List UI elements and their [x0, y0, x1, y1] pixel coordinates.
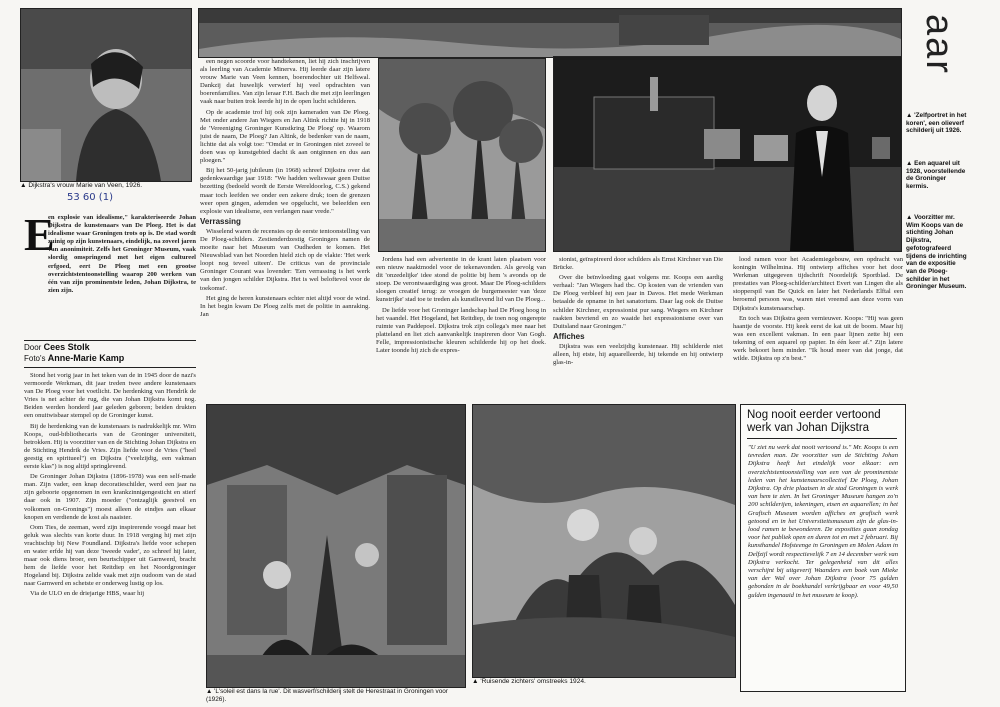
subheading-affiches: Affiches: [553, 331, 585, 341]
paragraph: Bij het 50-jarig jubileum (in 1968) schreef Dijkstra over dat gedenkwaardige jaar 1918: "We hadden weliswaar geen Duitse bezetting (bedoeld wordt de Eerste Wereldoorlog, C.S.) gekend maar toch leefden we onder een zekere druk; toen de grenzen weer open gingen, ademden we opgelucht, we beleefden een explosie van idealisme, een verlangen naar vrede.": [200, 167, 370, 215]
paragraph: Op de academie trof hij ook zijn kameraden van De Ploeg. Met onder andere Jan Wiegers en Jan Altink richtte hij in 1918 de 'Vereeniging Groninger Kunstkring De Ploeg' op. Waarom juist de naam, De Ploeg? Jan Altink, de bedenker van de naam, lichtte dat als volgt toe: "Omdat er in Groningen niet zoveel te doen was op kunstgebied dacht ik aan ontginnen en dus aan ploegen.": [200, 108, 370, 165]
author-name: Cees Stolk: [43, 342, 90, 352]
paragraph: De liefde voor het Groninger landschap had De Ploeg hoog in het vaandel. Het Hogeland, het Reitdiep, de toen nog ongerepte ruimte van Paddepoel. Dijkstra trok zijn collega's mee naar het platteland en liet zich aanvankelijk inspireren door Van Gogh. Felle, impressionistische kleuren schilderde hij op het doek. Later toonde hij zich de expres-: [376, 306, 546, 355]
handwritten-note: 53 60 (1): [67, 192, 113, 203]
photo-herestraat-painting: [206, 404, 466, 688]
box-title: Nog nooit eerder vertoond werk van Johan Dijkstra: [747, 409, 881, 434]
photographer-name: Anne-Marie Kamp: [47, 353, 125, 363]
paragraph: Wisselend waren de recensies op de eerste tentoonstelling van De Ploeg-schilders. Zestienderdzestig Groningers namen de moeite naar het Museum van Oudheden te komen. Het Nieuwsblad van het Noorden hield zich op de vlakte: 'Het werk loopt nog teveel uiteen'. De criticus van de provinciale Groninger Courant was lovender: 'Een verrassing is het werk van den jongen schilder Dijkstra. Het is wel beloftevol voor de toekomst'.: [200, 227, 370, 292]
paragraph: Via de ULO en de driejarige HBS, waar hij: [30, 590, 145, 598]
paragraph: Het ging de heren kunstenaars echter niet altijd voor de wind. In het begin kwam De Ploeg zelfs met de politie in aanraking. Jan: [200, 294, 370, 318]
paragraph: Over die beïnvloeding gaat volgens mr. Koops een aardig verhaal: "Jan Wiegers had tbc. Op kosten van de vrienden van De Ploeg verbleef hij een jaar in Davos. Het mede Werkman betaalde de opname in het sanatorium. Daar lag ook de Duitse schilder Kirchner, expressionist pur sang. Wiegers en Kirchner raakten bevriend en zo waaide het expressionisme over van Duitsland naar Groningen.": [553, 274, 723, 330]
intro-text: en explosie van idealisme," karakteriseerde Johan Dijkstra de kunstenaars van De Ploeg. Het is dat idealisme waar Groningen trots op is. De stad wordt zuinig op zijn kunstenaars, eindelijk, na zoveel jaren van anonimiteit. Zelfs het Groninger Museum, vaak slordig omspringend met het eigen cultureel erfgoed, eert De Ploeg met een grootse overzichtstentoonstelling waarop 200 werken van één van zijn prominentste leden, Johan Dijkstra, te zien zijn.: [48, 214, 196, 294]
box-title-rule: [747, 438, 897, 439]
side-caption-3: ▲ Voorzitter mr. Wim Koops van de stichting Johan Dijkstra, gefotografeerd tijdens de inrichting van de expositie van de Ploeg-schilder in het Groninger Museum.: [906, 214, 967, 291]
paragraph: een negen scoorde voor handtekenen, liet hij zich inschrijven als leerling van Academie Minerva. Hij leerde daar zijn latere vrouw Marie van Veen kennen, boerendochter uit Helfswal. Dankzij dat huwelijk verwierf hij veel opdrachten van boerenfamilies. Van zijn leraar F.H. Bach die met zijn leerlingen vaak naar buiten trok leerde hij in de open lucht schilderen.: [200, 58, 370, 106]
paragraph: Oom Ties, de zeeman, werd zijn inspirerende voogd maar het geluk was slechts van korte duur. In 1918 verging hij met zijn vrachtschip bij New Foundland. Dijkstra's liefde voor schepen en water erfde hij van deze 'tweede vader', zo schreef hij later, maar ook diens broer, een beurtschipper uit Garnwerd, bracht hem de liefde voor het Reitdiep en het Noordgroninger Hogeland bij. Dijkstra zelide vaak met zijn oudoom van de stad naar Garnwerd en schetste er onderweg lustig op los.: [24, 523, 196, 588]
photo-painting-trees: [378, 58, 546, 252]
side-caption-2: ▲ Een aquarel uit 1928, voorstellende de Groninger kermis.: [906, 160, 966, 191]
headline-fragment: aar: [918, 14, 960, 75]
caption-bottom-middle: ▲ 'Ruisende zichters' omstreeks 1924.: [472, 678, 586, 685]
article-column-4: [553, 256, 723, 402]
photo-exhibition-koops: [553, 56, 902, 252]
paragraph: De Groninger Johan Dijkstra (1896-1978) was een self-made man. Zijn vader, een knap decoratieschilder, werd een jaar na zijn geboorte opgenomen in een krankzinnigengesticht en stierf daar ook in 1907. Zijn moeder ("ontzaglijk geestvol en volkomen on-Gronings") moest alleen de eindjes aan elkaar knopen en verdiende de kost als naaister.: [24, 473, 196, 521]
drop-cap: E: [24, 209, 55, 260]
caption-bottom-left: ▲ 'L'soleil est dans la rue'. Dit wasverf/schilderij stelt de Herestraat in Groningen voor (1926).: [206, 688, 448, 703]
byline-rule-bottom: [24, 367, 196, 368]
article-intro: [24, 209, 196, 297]
subheading-verrassing: Verrassing: [200, 216, 241, 226]
paragraph: Stond het vorig jaar in het teken van de in 1945 door de nazi's vermoorde Werkman, dit jaar treden twee andere kunstenaars van De Ploeg voor het voetlicht. De herdenking van Hendrik de Vries is net achter de rug, die van Johan Dijkstra komt nog. Beiden werden honderd jaar geleden geboren; beiden drukten een onuitwisbaar stempel op de Groninger kunst.: [24, 372, 196, 420]
byline: [24, 342, 196, 364]
byline-rule: [24, 340, 196, 341]
paragraph: sionist, geïnspireerd door schilders als Ernst Kirchner van Die Brücke.: [553, 256, 723, 272]
paragraph: Dijkstra was een veelzijdig kunstenaar. Hij schilderde niet alleen, hij etste, hij aquarelleerde, hij tekende en hij ontwierp glas-in-: [553, 342, 723, 367]
article-column-3: [376, 256, 546, 402]
paragraph: En toch was Dijkstra geen vernieuwer. Koops: "Hij was geen haantje de voorste. Hij keek eerst de kat uit de boom. Maar hij was een excellent vakman. In een paar lijnen zette hij een tekening of een aquarel op papier. In één keer af." Zijn latere werk bekoort hem minder. "Ik houd meer van dat jonge, dat wilde. Dijkstra op z'n best.": [733, 314, 903, 363]
photo-marie-van-veen: [20, 8, 192, 182]
paragraph: lood ramen voor het Academiegebouw, een opdracht van koningin Wilhelmina. Hij ontwierp affiches voor het door Werkman uitgegeven tijdschrift Noordelijk Sportblad. De prestaties van Ploeg-schilder/architect Evert van Lingen die als stopperspil van Be Quick en later het Nederlands Elftal een beroemd persoon was, waren niet vreemd aan deze vorm van Dijkstra's kunstenaarschap.: [733, 256, 903, 312]
article-column-2: [200, 58, 370, 398]
photo-ruisende-zichters: [472, 404, 736, 678]
article-column-1: [24, 372, 196, 702]
door-label: Door: [24, 343, 42, 352]
paragraph: Bij de herdenking van de kunstenaars is nadrukkelijk mr. Wim Koops, oud-bibliothecaris van de Groninger universiteit, betrokken. Hij is voorzitter van en de Stichting Johan Dijkstra en de Stichting Hendrik de Vries. Zijn liefde voor de Vries ("heel geestig en spiritueel") en Dijkstra ("veelzijdig, een vakman eerste klas") is nog altijd springlevend.: [24, 422, 196, 471]
photo-top-strip: [198, 8, 902, 58]
caption-top-left: ▲ Dijkstra's vrouw Marie van Veen, 1926.: [20, 182, 143, 189]
fotos-label: Foto's: [24, 354, 46, 363]
side-caption-1: ▲ 'Zelfportret in het koren', een olieverf schilderij uit 1926.: [906, 112, 967, 135]
article-column-5: [733, 256, 903, 402]
paragraph: Jordens had een advertentie in de krant laten plaatsen voor een nieuw naaktmodel voor de tekenavonden. Als gevolg van dit 'onzedelijke' idee stond de politie bij hem 's avonds op de stoep. De verontwaardiging was groot. Maar De Ploeg-schilders sloegen creatief terug: ze vroegen de burgemeester van 'deze kunstrijke' stad toe te treden als kunstlievend lid van De Ploeg...: [376, 256, 546, 304]
box-text: "U ziet nu werk dat nooit vertoond is." Mr. Koops is een tevreden man. De voorzitter van de Stichting Johan Dijkstra heeft het eindelijk voor elkaar: een overzichtstentoonstelling van een van de prominentste leden van het kunstenaarscollectief De Ploeg, Johan Dijkstra. Op drie plaatsen in de stad Groningen is werk van hem te zien. In het Groninger Museum hangen zo'n 200 schilderijen, tekeningen, etsen en aquarellen; in het Grafisch Museum worden affiches en grafisch werk getoond en in het Universiteitsmuseum zijn de glas-in-lood ramen te bewonderen. De exposities gaan zondag voor het publiek open en duren tot en met 2 februari. Bij kunsthandel Hofsteenge in Groningen en Molen Adam in Delfzijl wordt respectievelijk 7 en 14 december werk van Dijkstra verkocht. Ter gelegenheid van dit alles verschijnt bij uitgeverij Waanders een boek van Mieke van der Wal over Johan Dijkstra (voor 75 gulden gebonden in de boekhandel verkrijgbaar en voor 49,50 gulden ingenaaid in het museum te koop).: [748, 444, 898, 599]
sidebar-box-article: [740, 404, 906, 692]
